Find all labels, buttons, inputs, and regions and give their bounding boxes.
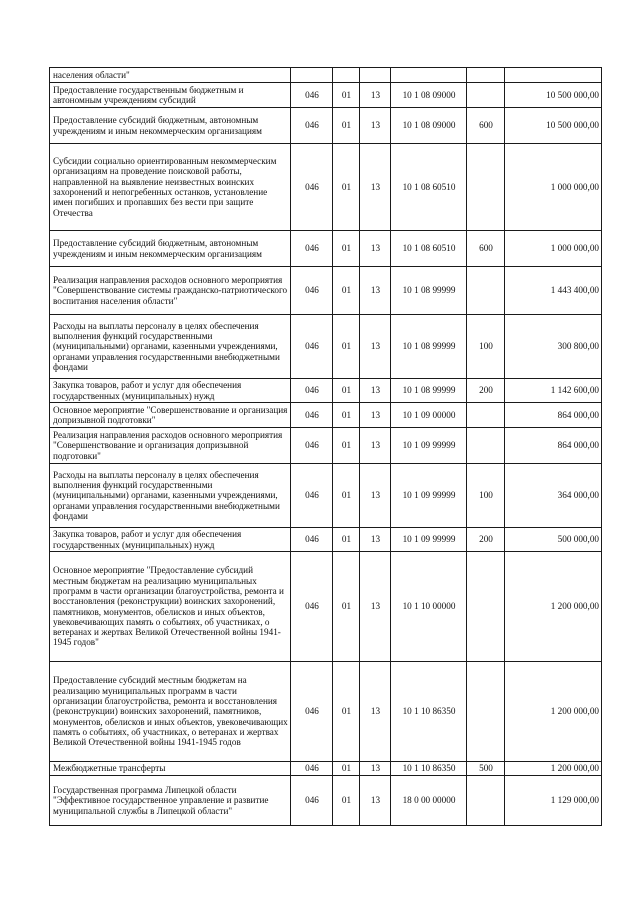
table-row [50,528,602,552]
row-name-cell: населения области" [50,68,291,83]
table-body [50,68,602,826]
row-section-cell: 01 [333,528,360,552]
row-expense-type-cell: 200 [467,528,505,552]
row-section-cell: 01 [333,403,360,428]
row-section-cell [333,68,360,83]
row-section-cell: 01 [333,464,360,528]
row-admin-code-cell: 046 [291,267,333,315]
row-admin-code-cell: 046 [291,315,333,379]
table-row [50,428,602,464]
row-name-cell: Государственная программа Липецкой области "Эффективное государственное управление и развитие муниципальной службы в Липецкой области" [50,776,291,826]
table-row [50,108,602,144]
table-row [50,68,602,83]
row-expense-type-cell: 200 [467,379,505,403]
row-amount-cell: 1 200 000,00 [505,762,602,776]
row-subsection-cell: 13 [360,428,391,464]
table-row [50,83,602,108]
row-expense-type-cell [467,68,505,83]
row-target-article-cell: 10 1 10 86350 [391,762,467,776]
row-expense-type-cell [467,776,505,826]
row-subsection-cell [360,68,391,83]
row-expense-type-cell [467,144,505,231]
row-subsection-cell: 13 [360,403,391,428]
row-section-cell: 01 [333,83,360,108]
row-target-article-cell: 10 1 08 60510 [391,144,467,231]
row-expense-type-cell: 600 [467,231,505,267]
row-target-article-cell: 10 1 08 60510 [391,231,467,267]
row-target-article-cell: 10 1 08 99999 [391,379,467,403]
table-row [50,231,602,267]
row-name-cell: Закупка товаров, работ и услуг для обеспечения государственных (муниципальных) нужд [50,528,291,552]
row-name-cell: Предоставление субсидий бюджетным, автономным учреждениям и иным некоммерческим организациям [50,231,291,267]
row-target-article-cell: 10 1 09 99999 [391,428,467,464]
row-target-article-cell [391,68,467,83]
row-target-article-cell: 10 1 10 00000 [391,552,467,662]
row-section-cell: 01 [333,762,360,776]
row-target-article-cell: 10 1 08 99999 [391,315,467,379]
row-admin-code-cell: 046 [291,428,333,464]
row-name-cell: Основное мероприятие "Предоставление субсидий местным бюджетам на реализацию муниципальных программ в части организации благоустройства, ремонта и восстановления (реконструкции) воинских захоронений, памятников, монументов, обелисков и иных объектов, увековечивающих память о событиях, об участниках, о ветеранах и жертвах Великой Отечественной войны 1941-1945 годов" [50,552,291,662]
row-name-cell: Предоставление субсидий бюджетным, автономным учреждениям и иным некоммерческим организациям [50,108,291,144]
row-amount-cell: 1 142 600,00 [505,379,602,403]
row-admin-code-cell: 046 [291,108,333,144]
row-subsection-cell: 13 [360,662,391,762]
row-subsection-cell: 13 [360,267,391,315]
row-name-cell: Закупка товаров, работ и услуг для обеспечения государственных (муниципальных) нужд [50,379,291,403]
row-expense-type-cell [467,267,505,315]
row-admin-code-cell: 046 [291,662,333,762]
row-expense-type-cell: 600 [467,108,505,144]
row-section-cell: 01 [333,267,360,315]
row-subsection-cell: 13 [360,379,391,403]
row-name-cell: Основное мероприятие "Совершенствование и организация допризывной подготовки" [50,403,291,428]
table-row [50,762,602,776]
table-row [50,464,602,528]
row-target-article-cell: 10 1 08 09000 [391,108,467,144]
row-amount-cell: 364 000,00 [505,464,602,528]
row-section-cell: 01 [333,144,360,231]
row-name-cell: Расходы на выплаты персоналу в целях обеспечения выполнения функций государственными (муниципальными) органами, казенными учреждениями, органами управления государственными внебюджетными фондами [50,464,291,528]
row-expense-type-cell: 500 [467,762,505,776]
row-section-cell: 01 [333,776,360,826]
row-admin-code-cell: 046 [291,403,333,428]
row-amount-cell: 1 000 000,00 [505,231,602,267]
row-section-cell: 01 [333,428,360,464]
row-subsection-cell: 13 [360,464,391,528]
row-section-cell: 01 [333,108,360,144]
row-expense-type-cell: 100 [467,464,505,528]
row-admin-code-cell: 046 [291,144,333,231]
table-row [50,267,602,315]
row-admin-code-cell [291,68,333,83]
row-subsection-cell: 13 [360,315,391,379]
row-amount-cell: 864 000,00 [505,403,602,428]
row-target-article-cell: 10 1 09 00000 [391,403,467,428]
row-admin-code-cell: 046 [291,379,333,403]
row-subsection-cell: 13 [360,762,391,776]
row-expense-type-cell [467,403,505,428]
row-subsection-cell: 13 [360,108,391,144]
budget-table [49,67,602,826]
row-amount-cell: 1 200 000,00 [505,662,602,762]
row-target-article-cell: 10 1 08 09000 [391,83,467,108]
row-section-cell: 01 [333,662,360,762]
row-expense-type-cell [467,428,505,464]
row-amount-cell: 1 443 400,00 [505,267,602,315]
row-amount-cell: 10 500 000,00 [505,83,602,108]
row-section-cell: 01 [333,231,360,267]
row-expense-type-cell [467,662,505,762]
row-subsection-cell: 13 [360,144,391,231]
row-target-article-cell: 10 1 09 99999 [391,528,467,552]
row-subsection-cell: 13 [360,552,391,662]
row-name-cell: Межбюджетные трансферты [50,762,291,776]
row-admin-code-cell: 046 [291,552,333,662]
row-amount-cell: 10 500 000,00 [505,108,602,144]
table-row [50,776,602,826]
row-target-article-cell: 10 1 10 86350 [391,662,467,762]
row-expense-type-cell: 100 [467,315,505,379]
table-row [50,662,602,762]
row-section-cell: 01 [333,552,360,662]
row-name-cell: Предоставление государственным бюджетным и автономным учреждениям субсидий [50,83,291,108]
row-subsection-cell: 13 [360,231,391,267]
row-target-article-cell: 18 0 00 00000 [391,776,467,826]
table-row [50,552,602,662]
row-name-cell: Предоставление субсидий местным бюджетам на реализацию муниципальных программ в части организации благоустройства, ремонта и восстановления (реконструкции) воинских захоронений, памятников, монументов, обелисков и иных объектов, увековечивающих память о событиях, об участниках, о ветеранах и жертвах Великой Отечественной войны 1941-1945 годов [50,662,291,762]
row-subsection-cell: 13 [360,83,391,108]
row-admin-code-cell: 046 [291,464,333,528]
row-amount-cell: 300 800,00 [505,315,602,379]
table-row [50,379,602,403]
row-name-cell: Расходы на выплаты персоналу в целях обеспечения выполнения функций государственными (муниципальными) органами, казенными учреждениями, органами управления государственными внебюджетными фондами [50,315,291,379]
row-name-cell: Реализация направления расходов основного мероприятия "Совершенствование системы гражданско-патриотического воспитания населения области" [50,267,291,315]
row-name-cell: Субсидии социально ориентированным некоммерческим организациям на проведение поисковой работы, направленной на выявление неизвестных воинских захоронений и непогребенных останков, установление имен погибших и пропавших без вести при защите Отечества [50,144,291,231]
row-admin-code-cell: 046 [291,83,333,108]
row-target-article-cell: 10 1 08 99999 [391,267,467,315]
row-section-cell: 01 [333,379,360,403]
row-admin-code-cell: 046 [291,776,333,826]
row-name-cell: Реализация направления расходов основного мероприятия "Совершенствование и организация допризывной подготовки" [50,428,291,464]
row-admin-code-cell: 046 [291,528,333,552]
table-row [50,315,602,379]
row-amount-cell: 1 000 000,00 [505,144,602,231]
row-section-cell: 01 [333,315,360,379]
row-amount-cell: 1 200 000,00 [505,552,602,662]
row-admin-code-cell: 046 [291,231,333,267]
table-row [50,144,602,231]
row-expense-type-cell [467,552,505,662]
row-amount-cell: 1 129 000,00 [505,776,602,826]
row-subsection-cell: 13 [360,776,391,826]
row-expense-type-cell [467,83,505,108]
row-amount-cell [505,68,602,83]
row-amount-cell: 864 000,00 [505,428,602,464]
row-subsection-cell: 13 [360,528,391,552]
row-admin-code-cell: 046 [291,762,333,776]
row-amount-cell: 500 000,00 [505,528,602,552]
row-target-article-cell: 10 1 09 99999 [391,464,467,528]
table-row [50,403,602,428]
